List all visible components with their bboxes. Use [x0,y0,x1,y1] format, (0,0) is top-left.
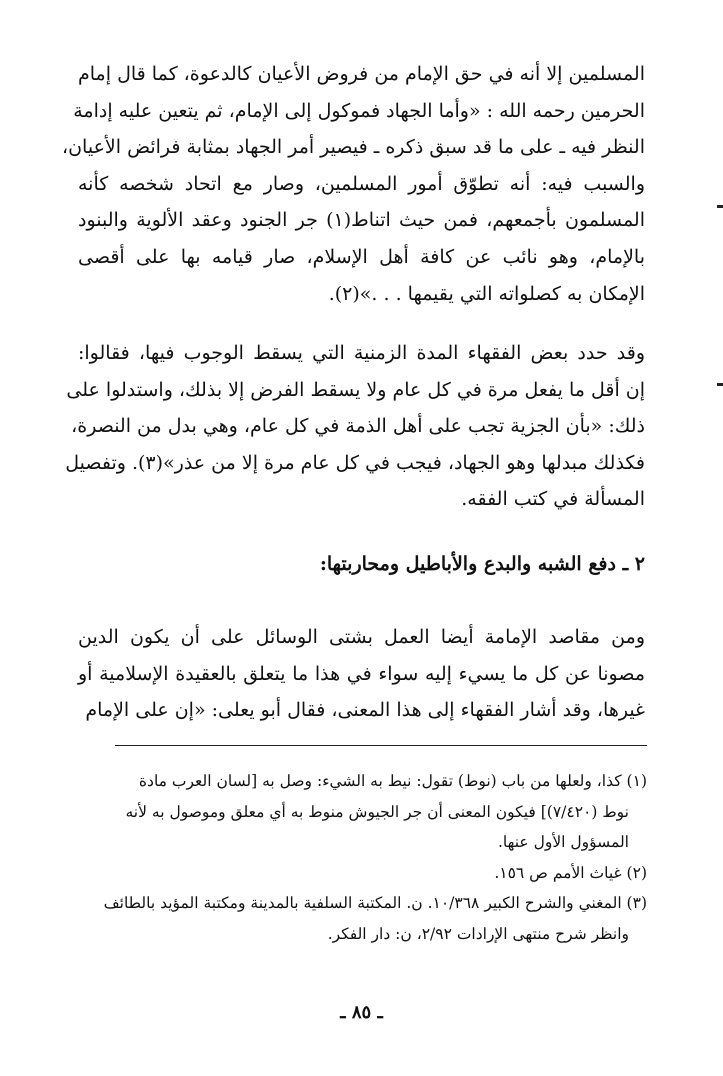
footnotes [60,766,647,949]
footnote-line: (٢) غياث الأمم ص ١٥٦. [494,863,647,882]
paragraph3-line: ومن مقاصد الإمامة أيضا العمل بشتى الوسائل على أن يكون الدين [78,626,645,648]
paragraph-jihad-imam [61,56,646,312]
paragraph1-line: النظر فيه ـ على ما قد سبق ذكره ـ فيصير أمر الجهاد بمثابة فرائض الأعيان، [61,136,645,159]
margin-mark [717,205,723,208]
paragraph2-line: إن أقل ما يفعل مرة في كل عام ولا يسقط الفرض إلا بذلك، واستدلوا على [66,378,645,401]
paragraph2-line: وقد حدد بعض الفقهاء المدة الزمنية التي يسقط الوجوب فيها، فقالوا: [78,342,645,364]
paragraph1-line: بالإمام، وهو نائب عن كافة أهل الإسلام، صار قيامه بها على أقصى [78,245,646,268]
paragraph1-line: الحرمين رحمه الله : «وأما الجهاد فموكول إلى الإمام، ثم يتعين عليه إدامة [73,99,645,122]
footnote-line: (٣) المغني والشرح الكبير ١٠/٣٦٨. ن. المكتبة السلفية بالمدينة ومكتبة المؤيد بالطائف [103,894,647,912]
paragraph3-line: غيرها، وقد أشار الفقهاء إلى هذا المعنى، فقال أبو يعلى: «إن على الإمام [85,699,645,722]
paragraph2-line: ذلك: «بأن الجزية تجب على أهل الذمة في كل عام، وهي بدل من النصرة، [71,415,645,438]
paragraph3-line: مصونا عن كل ما يسيء إليه سواء في هذا ما يتعلق بالعقيدة الإسلامية أو [78,662,645,685]
section-heading: ٢ ـ دفع الشبه والبدع والأباطيل ومحاربتها: [319,553,645,575]
paragraph1-line: المسلمون بأجمعهم، فمن حيث اتناط(١) جر الجنود وعقد الألوية والبنود [78,209,645,232]
margin-mark [717,383,723,386]
footnote-line: نوط (٧/٤٢٠)] فيكون المعنى أن جر الجيوش منوط به أي معلق وموصول به لأنه [125,802,629,821]
paragraph1-line: والسبب فيه: أنه تطوّق أمور المسلمين، وصار مع اتحاد شخصه كأنه [78,172,645,195]
paragraph1-line: المسلمين إلا أنه في حق الإمام من فروض الأعيان كالدعوة، كما قال إمام [78,63,645,85]
paragraph2-line: فكذلك مبدلها وهو الجهاد، فيجب في كل عام مرة إلا من عذر»(٣). وتفصيل [65,451,645,474]
page-number: ـ ٨٥ ـ [340,1002,383,1023]
footnote-line: المسؤول الأول عنها. [497,833,629,851]
paragraph-jihad-frequency [65,335,645,518]
paragraph-defending-religion [78,619,645,729]
footnote-line: (١) كذا، ولعلها من باب (نوط) تقول: نيط به الشيء: وصل به [لسان العرب مادة [138,772,647,790]
footnote-separator [115,745,647,746]
paragraph2-line: المسألة في كتب الفقه. [461,488,645,511]
paragraph1-line: الإمكان به كصلواته التي يقيمها . . .»(٢). [328,282,645,305]
footnote-line: وانظر شرح منتهى الإرادات ٢/٩٢، ن: دار الفكر. [327,924,629,943]
